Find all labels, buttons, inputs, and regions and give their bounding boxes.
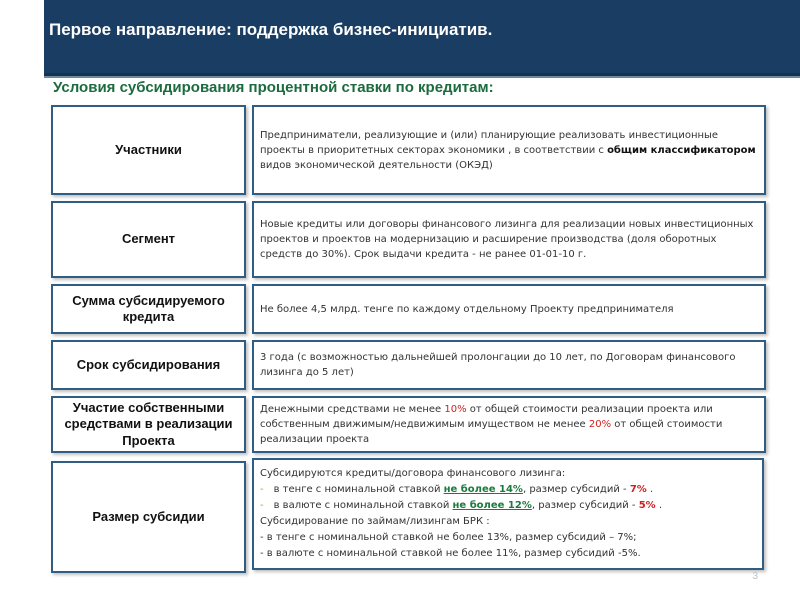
label-loan-amount-text: Сумма субсидируемого кредита	[72, 292, 225, 324]
subsidy-brk-tenge: - в тенге с номинальной ставкой не более 13%, размер субсидий – 7%;	[260, 532, 637, 543]
label-participants-text: Участники	[115, 141, 182, 157]
label-subsidy-term-text: Срок субсидирования	[76, 356, 221, 372]
value-subsidy-term	[252, 340, 766, 390]
subsidy-currency-rate: не более 12%	[452, 500, 532, 511]
value-subsidy-term-text: 3 года (с возможностью дальнейшей пролонгации до 10 лет, по Договорам финансового лизинга до 5 лет)	[260, 352, 736, 378]
title-bar	[44, 0, 800, 76]
subsidy-currency-text-2: , размер субсидий -	[531, 500, 639, 511]
bullet-dash: -	[260, 484, 264, 495]
subsidy-currency-percent: 5%	[638, 500, 656, 511]
page-title: Первое направление: поддержка бизнес-инициатив.	[49, 20, 493, 39]
subsidy-tenge-percent: 7%	[629, 484, 647, 495]
subsidy-tenge-text-3: .	[646, 484, 654, 495]
subsidy-intro: Субсидируются кредиты/договора финансового лизинга:	[260, 468, 566, 479]
value-own-funds	[252, 396, 766, 453]
subsidy-tenge-text-1: в тенге с номинальной ставкой	[273, 484, 444, 495]
value-subsidy-size	[252, 458, 764, 570]
label-subsidy-size	[51, 461, 246, 573]
participants-classifier: общим классификатором	[607, 144, 756, 156]
bullet-dash: -	[260, 500, 264, 511]
own-funds-cash-percent: 10%	[444, 404, 467, 415]
subsidy-brk-currency: - в валюте с номинальной ставкой не более 11%, размер субсидий -5%.	[260, 548, 641, 559]
label-segment	[51, 201, 246, 278]
label-participants	[51, 105, 246, 195]
subsidy-currency-text-3: .	[655, 500, 663, 511]
own-funds-text-1: Денежными средствами не менее	[260, 404, 445, 415]
subsidy-tenge-text-2: , размер субсидий -	[522, 484, 630, 495]
own-funds-text-3: от общей стоимости реализации проекта	[260, 419, 723, 445]
subsidy-brk-heading: Субсидирование по займам/лизингам БРК :	[260, 516, 490, 527]
label-subsidy-term	[51, 340, 246, 390]
title-divider	[44, 76, 800, 78]
value-loan-amount-text: Не более 4,5 млрд. тенге по каждому отдельному Проекту предпринимателя	[260, 303, 674, 315]
value-participants	[252, 105, 766, 195]
subsidy-currency-line	[260, 498, 756, 514]
value-segment	[252, 201, 766, 278]
value-participants-text	[260, 128, 758, 173]
participants-text-1: Предприниматели, реализующие и (или) планирующие реализовать инвестиционные проекты в приоритетных секторах экономики , в соответствии с	[260, 129, 719, 156]
participants-text-3: видов экономической деятельности (ОКЭД)	[260, 159, 493, 171]
value-loan-amount	[252, 284, 766, 334]
value-own-funds-text	[260, 402, 758, 447]
subsidy-currency-text-1: в валюте с номинальной ставкой	[273, 500, 453, 511]
label-segment-text: Сегмент	[121, 231, 176, 247]
page-number: 3	[752, 571, 758, 582]
subsidy-tenge-line	[260, 482, 756, 498]
label-loan-amount	[51, 284, 246, 334]
own-funds-text-2: от общей стоимости реализации проекта или собственным движимым/недвижимым имуществом не менее	[260, 404, 713, 430]
label-subsidy-size-text: Размер субсидии	[92, 508, 205, 524]
value-segment-text: Новые кредиты или договоры финансового лизинга для реализации новых инвестиционных проектов и проектов на модернизацию и расширение производства (доля оборотных средств до 30%). Срок выдачи кредита - не ранее 01-01-10 г.	[260, 219, 754, 260]
subsidy-tenge-rate: не более 14%	[443, 484, 523, 495]
label-own-funds-text: Участие собственными средствами в реализации Проекта	[64, 400, 233, 448]
section-subtitle: Условия субсидирования процентной ставки по кредитам:	[53, 79, 494, 96]
label-own-funds	[51, 396, 246, 453]
own-funds-property-percent: 20%	[588, 419, 612, 430]
